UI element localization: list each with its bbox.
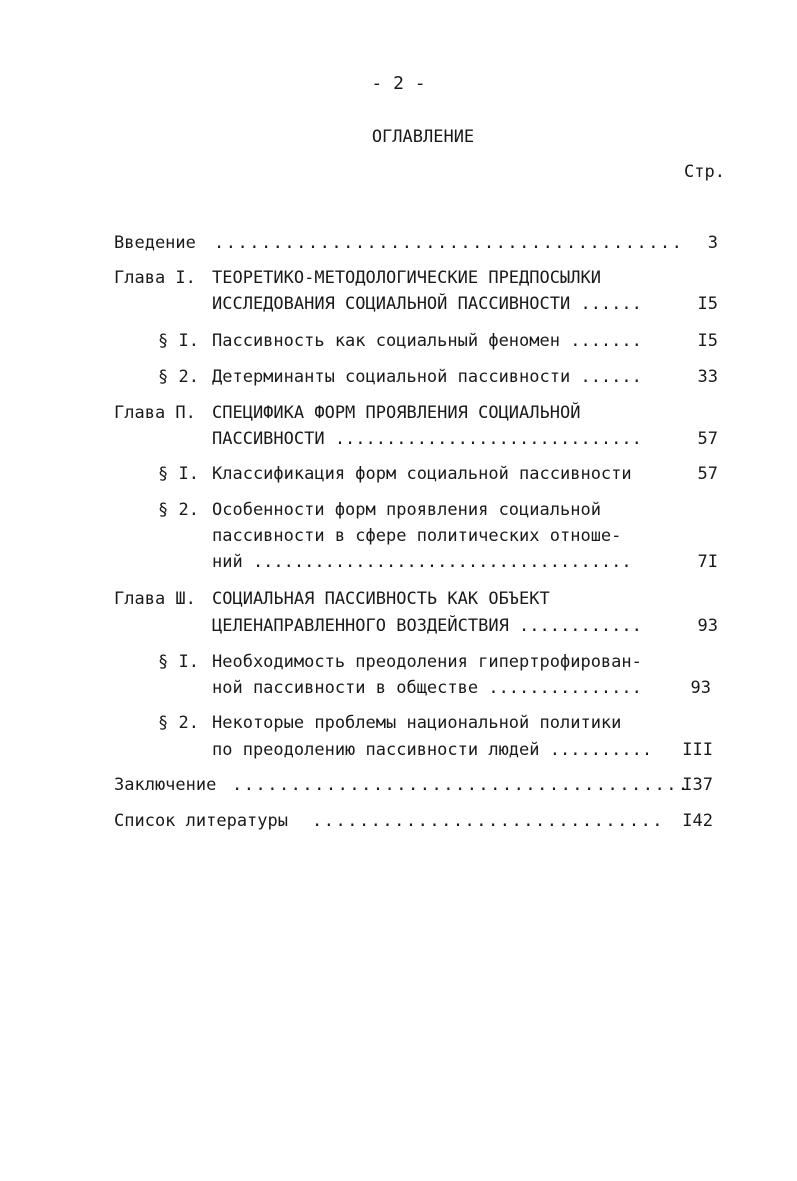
- section-title-line: Особенности форм проявления социальной: [212, 500, 601, 520]
- toc-page-number: 93: [690, 678, 711, 698]
- toc-page-number: 57: [697, 429, 718, 449]
- chapter-label: Глава Ш.: [114, 589, 196, 609]
- page-column-header: Стр.: [684, 162, 725, 182]
- toc-chapter-2: [0, 401, 797, 425]
- toc-page-number: 57: [697, 464, 718, 484]
- chapter-title-line: ПАССИВНОСТИ ..............................: [212, 429, 642, 449]
- section-title-line: Некоторые проблемы национальной политики: [212, 713, 622, 733]
- toc-page-number: I42: [682, 811, 713, 831]
- toc-chapter-2-line2: [0, 427, 797, 451]
- toc-section-1-1: [0, 329, 797, 353]
- toc-page-number: I37: [682, 775, 713, 795]
- toc-entry-bibliography: [0, 809, 797, 833]
- section-label: § I.: [158, 652, 199, 672]
- section-label: § 2.: [158, 500, 199, 520]
- toc-entry-title: Введение: [114, 233, 196, 253]
- chapter-title-line: ИССЛЕДОВАНИЯ СОЦИАЛЬНОЙ ПАССИВНОСТИ ......: [212, 294, 642, 314]
- section-title: Пассивность как социальный феномен .......: [212, 331, 642, 351]
- chapter-title-line: СОЦИАЛЬНАЯ ПАССИВНОСТЬ КАК ОБЪЕКТ: [212, 589, 550, 609]
- toc-section-2-2-line3: [0, 550, 797, 574]
- toc-chapter-1: [0, 266, 797, 290]
- toc-entry-conclusion: [0, 773, 797, 797]
- toc-chapter-1-line2: [0, 292, 797, 316]
- toc-section-3-1: [0, 650, 797, 674]
- toc-chapter-3: [0, 587, 797, 611]
- toc-page-number: III: [682, 740, 713, 760]
- toc-section-2-1: [0, 462, 797, 486]
- chapter-title-line: ЦЕЛЕНАПРАВЛЕННОГО ВОЗДЕЙСТВИЯ ............: [212, 616, 642, 636]
- toc-title: ОГЛАВЛЕНИЕ: [371, 127, 475, 147]
- toc-section-2-2: [0, 498, 797, 522]
- toc-page-number: 93: [697, 616, 718, 636]
- toc-entry-intro: [0, 231, 797, 255]
- toc-page-number: 33: [697, 367, 718, 387]
- toc-leader-dots: .......................................: [232, 775, 690, 795]
- toc-entry-title: Заключение: [114, 775, 217, 795]
- toc-chapter-3-line2: [0, 614, 797, 638]
- section-label: § I.: [158, 331, 199, 351]
- section-title-line: по преодолению пассивности людей ..........: [212, 740, 653, 760]
- section-label: § 2.: [158, 713, 199, 733]
- toc-section-3-1-line2: [0, 676, 797, 700]
- chapter-title-line: СПЕЦИФИКА ФОРМ ПРОЯВЛЕНИЯ СОЦИАЛЬНОЙ: [212, 403, 581, 423]
- section-title-line: пассивности в сфере политических отноше-: [212, 526, 622, 546]
- toc-page-number: 3: [707, 233, 718, 253]
- chapter-label: Глава I.: [114, 268, 196, 288]
- section-label: § I.: [158, 464, 199, 484]
- section-title-line: ний .....................................: [212, 552, 632, 572]
- chapter-label: Глава П.: [114, 403, 196, 423]
- section-title: Классификация форм социальной пассивности: [212, 464, 632, 484]
- toc-leader-dots: ........................................: [214, 233, 684, 253]
- page-number: - 2 -: [371, 73, 426, 94]
- toc-leader-dots: ..............................: [312, 811, 665, 831]
- toc-section-2-2-line2: [0, 524, 797, 548]
- toc-entry-title: Список литературы: [114, 811, 288, 831]
- section-label: § 2.: [158, 367, 199, 387]
- section-title-line: Необходимость преодоления гипертрофирован-: [212, 652, 642, 672]
- toc-section-3-2: [0, 711, 797, 735]
- toc-page-number: 7I: [697, 552, 718, 572]
- toc-page-number: I5: [697, 331, 718, 351]
- toc-section-3-2-line2: [0, 738, 797, 762]
- toc-page-number: I5: [697, 294, 718, 314]
- chapter-title-line: ТЕОРЕТИКО-МЕТОДОЛОГИЧЕСКИЕ ПРЕДПОСЫЛКИ: [212, 268, 601, 288]
- toc-section-1-2: [0, 365, 797, 389]
- section-title: Детерминанты социальной пассивности ......: [212, 367, 642, 387]
- section-title-line: ной пассивности в обществе ...............: [212, 678, 642, 698]
